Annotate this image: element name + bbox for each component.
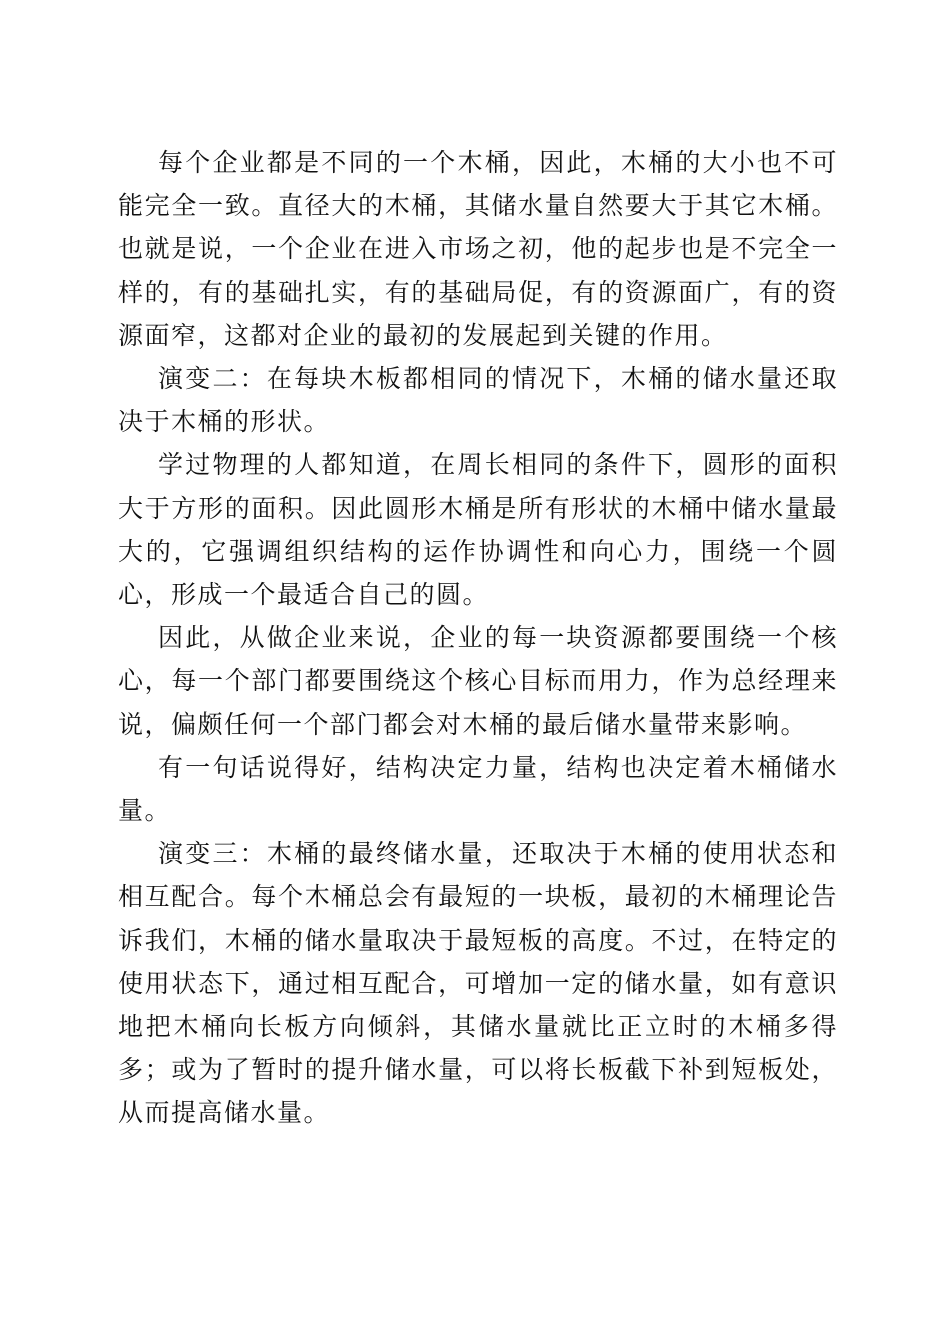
paragraph-structure-quote: 有一句话说得好，结构决定力量，结构也决定着木桶储水量。	[118, 752, 838, 826]
paragraph-core-resources: 因此，从做企业来说，企业的每一块资源都要围绕一个核心，每一个部门都要围绕这个核心目标而用力，作为总经理来说，偏颇任何一个部门都会对木桶的最后储水量带来影响。	[118, 623, 838, 739]
paragraph-barrel-size: 每个企业都是不同的一个木桶，因此，木桶的大小也不可能完全一致。直径大的木桶，其储水量自然要大于其它木桶。也就是说，一个企业在进入市场之初，他的起步也是不完全一样的，有的基础扎实，有的基础局促，有的资源面广，有的资源面窄，这都对企业的最初的发展起到关键的作用。	[118, 148, 838, 350]
document-body	[118, 141, 838, 1135]
paragraph-evolution-three: 演变三：木桶的最终储水量，还取决于木桶的使用状态和相互配合。每个木桶总会有最短的一块板，最初的木桶理论告诉我们，木桶的储水量取决于最短板的高度。不过，在特定的使用状态下，通过相互配合，可增加一定的储水量，如有意识地把木桶向长板方向倾斜，其储水量就比正立时的木桶多得多；或为了暂时的提升储水量，可以将长板截下补到短板处，从而提高储水量。	[118, 839, 838, 1128]
paragraph-evolution-two: 演变二：在每块木板都相同的情况下，木桶的储水量还取决于木桶的形状。	[118, 364, 838, 437]
paragraph-circle-shape: 学过物理的人都知道，在周长相同的条件下，圆形的面积大于方形的面积。因此圆形木桶是所有形状的木桶中储水量最大的，它强调组织结构的运作协调性和向心力，围绕一个圆心，形成一个最适合自己的圆。	[118, 450, 838, 610]
